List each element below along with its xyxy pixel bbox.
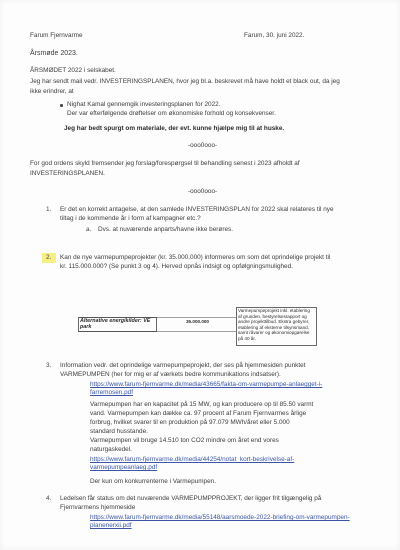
bullet-1-line-1: Nighat Kamal gennemgik investeringsplanen for 2022. <box>67 101 221 108</box>
intro-line-1: Jeg har sendt mail vedr. INVESTERINGSPLANEN, hvor jeg bl.a. beskrevet må have holdt et black out, da jeg <box>30 78 340 85</box>
bold-request: Jeg har bedt spurgt om materiale, der evt. kunne hjælpe mig til at huske. <box>64 125 285 132</box>
item-3-link-2[interactable]: https://www.farum-fjernvarme.dk/media/44254/notat_kort-beskrivelse-af-varmepumpeanlaeg.pdf <box>90 456 295 471</box>
item-3-note: Der kun om konkurrenterne i Varmepumpen. <box>90 478 216 485</box>
item-1-sub-number: a. <box>86 226 92 233</box>
separator-2: -ooo0ooo- <box>188 188 218 195</box>
meeting-title: Årsmøde 2023. <box>30 50 78 57</box>
item-4-number: 4. <box>46 495 52 502</box>
item-1-number: 1. <box>46 206 52 213</box>
item-4-link[interactable]: https://www.farum-fjernvarme.dk/media/55148/aarsmoede-2022-briefing-om-varmepumpen-planenerxii.pdf <box>90 514 350 529</box>
proposal-line-2: INVESTERINGSPLANEN. <box>30 170 105 177</box>
separator-1: -ooo0ooo- <box>188 142 218 149</box>
subject: ÅRSMØDET 2022 i selskabet. <box>30 67 116 74</box>
bullet-icon <box>60 104 63 107</box>
proposal-line-1: For god ordens skyld fremsender jeg forslag/forespørgsel til behandling senest i 2023 afholdt af <box>30 160 300 167</box>
item-2-line-1: Kan de nye varmepumpeprojekter (kr. 35.000.000) informeres om som det oprindelige projekt til <box>60 254 331 261</box>
table-amount: 35.000.000 <box>186 319 209 324</box>
table-description: Varmepumpeprojekt inkl. etablering af grunden, bestyrelsesrapport og andre projekttilbud. Ekstra gebyrer, etablering af eksterne tilsynsmand, samt råvarer og økonomiopgørelse på 40 år. <box>238 308 310 341</box>
place-date: Farum, 30. juni 2022. <box>244 32 305 39</box>
investment-table <box>78 307 318 347</box>
item-3-link-1[interactable]: https://www.farum-fjernvarme.dk/media/43665/fakta-om-varmepumpe-anlaegget-i-farremosen.pdf <box>90 381 323 396</box>
sender: Farum Fjernvarme <box>30 32 83 39</box>
intro-line-2: ikke erindrer, at <box>30 88 74 95</box>
item-3-para-5: Varmepumpen vil bruge 14.510 ton CO2 mindre om året end vores <box>90 437 279 444</box>
bullet-1-line-2: Der var efterfølgende drøftelser om økonomiske forhold og konsekvenser. <box>67 110 276 117</box>
item-3-line-2: VARMEPUMPEN (her for mig er af værkets bedre kommunikations indsatser). <box>60 371 281 378</box>
item-3-number: 3. <box>46 362 52 369</box>
item-2-line-2: kr. 115.000.000? (Se punkt 3 og 4). Herved opnås indsigt og opfølgningsmulighed. <box>60 263 293 270</box>
item-4-line-1: Ledelsen får status om det nuværende VARMEPUMPPROJEKT, der ligger frit tilgængelig på <box>60 495 322 502</box>
item-3-para-2: vand. Varmepumpen kan dække ca. 97 procent af Farum Fjernvarmes årlige <box>90 410 307 417</box>
item-3-para-3: forbrug, hvilket svarer til en produktion på 97.079 MWh/året eller 5.000 <box>90 419 290 426</box>
item-1-sub-text: Dvs. at nuværende anparts/havne ikke berøres. <box>98 226 233 233</box>
table-row-label: Alternative energikilder: VE park <box>80 318 151 330</box>
item-2-number: 2. <box>46 254 52 261</box>
item-1-line-1: Er det en korrekt antagelse, at den samlede INVESTERINGSPLAN for 2022 skal relateres til nye <box>60 206 334 213</box>
item-3-para-1: Varmepumpen har en kapacitet på 15 MW, og kan producere op til 85.50 varmt <box>90 401 314 408</box>
item-3-line-1: Information vedr. det oprindelige varmepumpeprojekt, der ses på hjemmesiden punktet <box>60 362 306 369</box>
item-3-para-4: standard husstande. <box>90 428 148 435</box>
item-4-line-2: Fjernvarmens hjemmeside <box>60 504 136 511</box>
item-1-line-2: tiltag i de kommende år i form af kampagner etc.? <box>60 215 201 222</box>
item-3-para-6: naturgaskedel. <box>90 446 132 453</box>
